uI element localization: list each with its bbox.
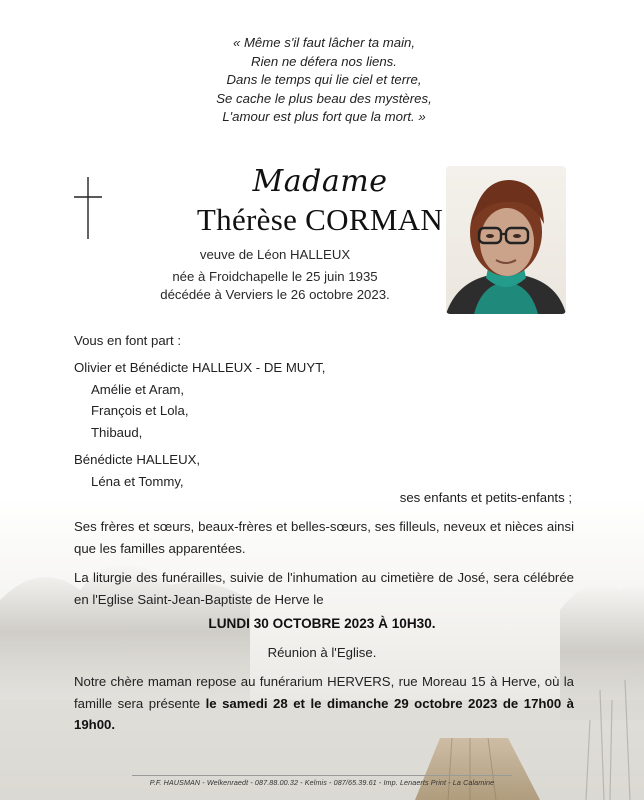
reunion-text: Réunion à l'Eglise. bbox=[267, 645, 377, 660]
family-member: Bénédicte HALLEUX, bbox=[74, 452, 201, 468]
widow-of: veuve de Léon HALLEUX bbox=[199, 247, 351, 262]
poem bbox=[0, 34, 644, 127]
poem-line: L'amour est plus fort que la mort. » bbox=[222, 109, 426, 125]
grandchild: François et Lola, bbox=[91, 403, 189, 419]
children-label: ses enfants et petits-enfants ; bbox=[399, 490, 572, 505]
portrait-photo bbox=[446, 166, 566, 314]
ceremony-date: LUNDI 30 OCTOBRE 2023 À 10H30. bbox=[208, 616, 436, 631]
salutation: Madame bbox=[252, 164, 388, 199]
poem-line: Rien ne défera nos liens. bbox=[251, 53, 397, 69]
poem-line: Dans le temps qui lie ciel et terre, bbox=[226, 72, 422, 88]
relatives-text: Ses frères et sœurs, beaux-frères et belles-sœurs, ses filleuls, neveux et nièces ainsi que les familles apparentées. bbox=[74, 519, 574, 556]
death-line: décédée à Verviers le 26 octobre 2023. bbox=[160, 287, 390, 302]
life-dates bbox=[90, 268, 460, 304]
grandchild: Amélie et Aram, bbox=[91, 381, 185, 397]
visiting-hours: le samedi 28 et le dimanche 29 octobre 2023 de 17h00 à 19h00. bbox=[74, 695, 574, 733]
family-member: Olivier et Bénédicte HALLEUX - DE MUYT, bbox=[74, 360, 326, 375]
deceased-name: Thérèse CORMAN bbox=[196, 202, 444, 237]
footer: P.F. HAUSMAN - Welkenraedt - 087.88.00.32 - Kelmis - 087/65.39.61 - Imp. Lenaerts Print - La Calamine bbox=[149, 778, 495, 787]
rest-text: Notre chère maman repose au funérarium HERVERS, rue Moreau 15 à Herve, où la famille sera présente bbox=[74, 674, 574, 711]
liturgy-text: La liturgie des funérailles, suivie de l'inhumation au cimetière de José, sera célébrée en l'Eglise Saint-Jean-Baptiste de Herve le bbox=[74, 570, 574, 607]
poem-line: « Même s'il faut lâcher ta main, bbox=[232, 35, 416, 50]
birth-line: née à Froidchapelle le 25 juin 1935 bbox=[172, 269, 378, 284]
footer-divider bbox=[132, 775, 512, 776]
grandchild: Thibaud, bbox=[91, 424, 143, 440]
visitation-text bbox=[74, 671, 574, 736]
intro: Vous en font part : bbox=[74, 333, 182, 348]
family-list bbox=[74, 357, 574, 493]
poem-line: Se cache le plus beau des mystères, bbox=[216, 90, 432, 106]
grandchild: Léna et Tommy, bbox=[91, 473, 184, 489]
